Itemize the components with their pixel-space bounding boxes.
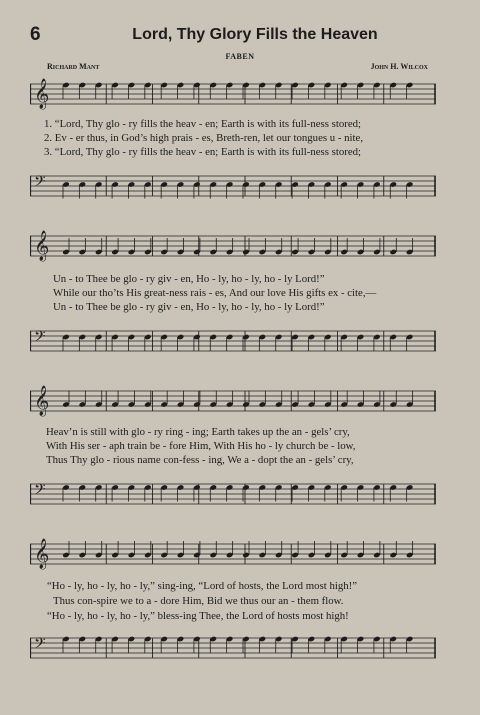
bass-staff	[30, 170, 436, 210]
treble-staff	[30, 538, 436, 574]
bass-staff	[30, 325, 436, 365]
composer-credit: John H. Wilcox	[370, 62, 428, 71]
treble-clef-icon: 𝄞	[34, 231, 50, 261]
bass-clef-icon: 𝄢	[34, 635, 46, 656]
bass-staff	[30, 632, 436, 672]
lyric-line: While our tho’ts His great-ness rais - es, And our love His gifts ex - cite,—	[53, 287, 377, 299]
treble-clef-icon: 𝄞	[34, 79, 50, 109]
tune-name: FABEN	[225, 52, 255, 61]
lyric-line: 3. “Lord, Thy glo - ry fills the heav - en; Earth is with its full-ness stored;	[44, 146, 362, 158]
treble-staff	[30, 385, 436, 421]
bass-staff	[30, 478, 436, 518]
lyric-line: Un - to Thee be glo - ry giv - en, Ho - ly, ho - ly, ho - ly Lord!”	[53, 301, 325, 313]
treble-staff	[30, 78, 436, 112]
lyric-line: 1. “Lord, Thy glo - ry fills the heav - en; Earth is with its full-ness stored;	[44, 118, 362, 130]
bass-clef-icon: 𝄢	[34, 173, 46, 194]
lyric-line: 2. Ev - er thus, in God’s high prais - es, Breth-ren, let our tongues u - nite,	[44, 132, 364, 144]
hymn-title: Lord, Thy Glory Fills the Heaven	[132, 26, 378, 43]
lyric-line: Heav’n is still with glo - ry ring - ing; Earth takes up the an - gels’ cry,	[46, 426, 350, 438]
lyric-line: With His ser - aph train be - fore Him, With His ho - ly church be - low,	[46, 440, 356, 452]
treble-clef-icon: 𝄞	[34, 386, 50, 416]
author-credit: Richard Mant	[47, 62, 100, 71]
bass-clef-icon: 𝄢	[34, 481, 46, 502]
lyric-line: Thus con-spire we to a - dore Him, Bid we thus our an - them flow.	[53, 595, 344, 607]
bass-clef-icon: 𝄢	[34, 328, 46, 349]
treble-clef-icon: 𝄞	[34, 539, 50, 569]
page-number: 6	[30, 24, 41, 45]
lyric-line: “Ho - ly, ho - ly, ho - ly,” sing-ing, “Lord of hosts, the Lord most high!”	[47, 580, 358, 592]
lyric-line: “Ho - ly, ho - ly, ho - ly,” bless-ing Thee, the Lord of hosts most high!	[47, 610, 349, 622]
lyric-line: Thus Thy glo - rious name con-fess - ing, We a - dopt the an - gels’ cry,	[46, 454, 354, 466]
treble-staff	[30, 230, 436, 266]
lyric-line: Un - to Thee be glo - ry giv - en, Ho - ly, ho - ly, ho - ly Lord!”	[53, 273, 325, 285]
